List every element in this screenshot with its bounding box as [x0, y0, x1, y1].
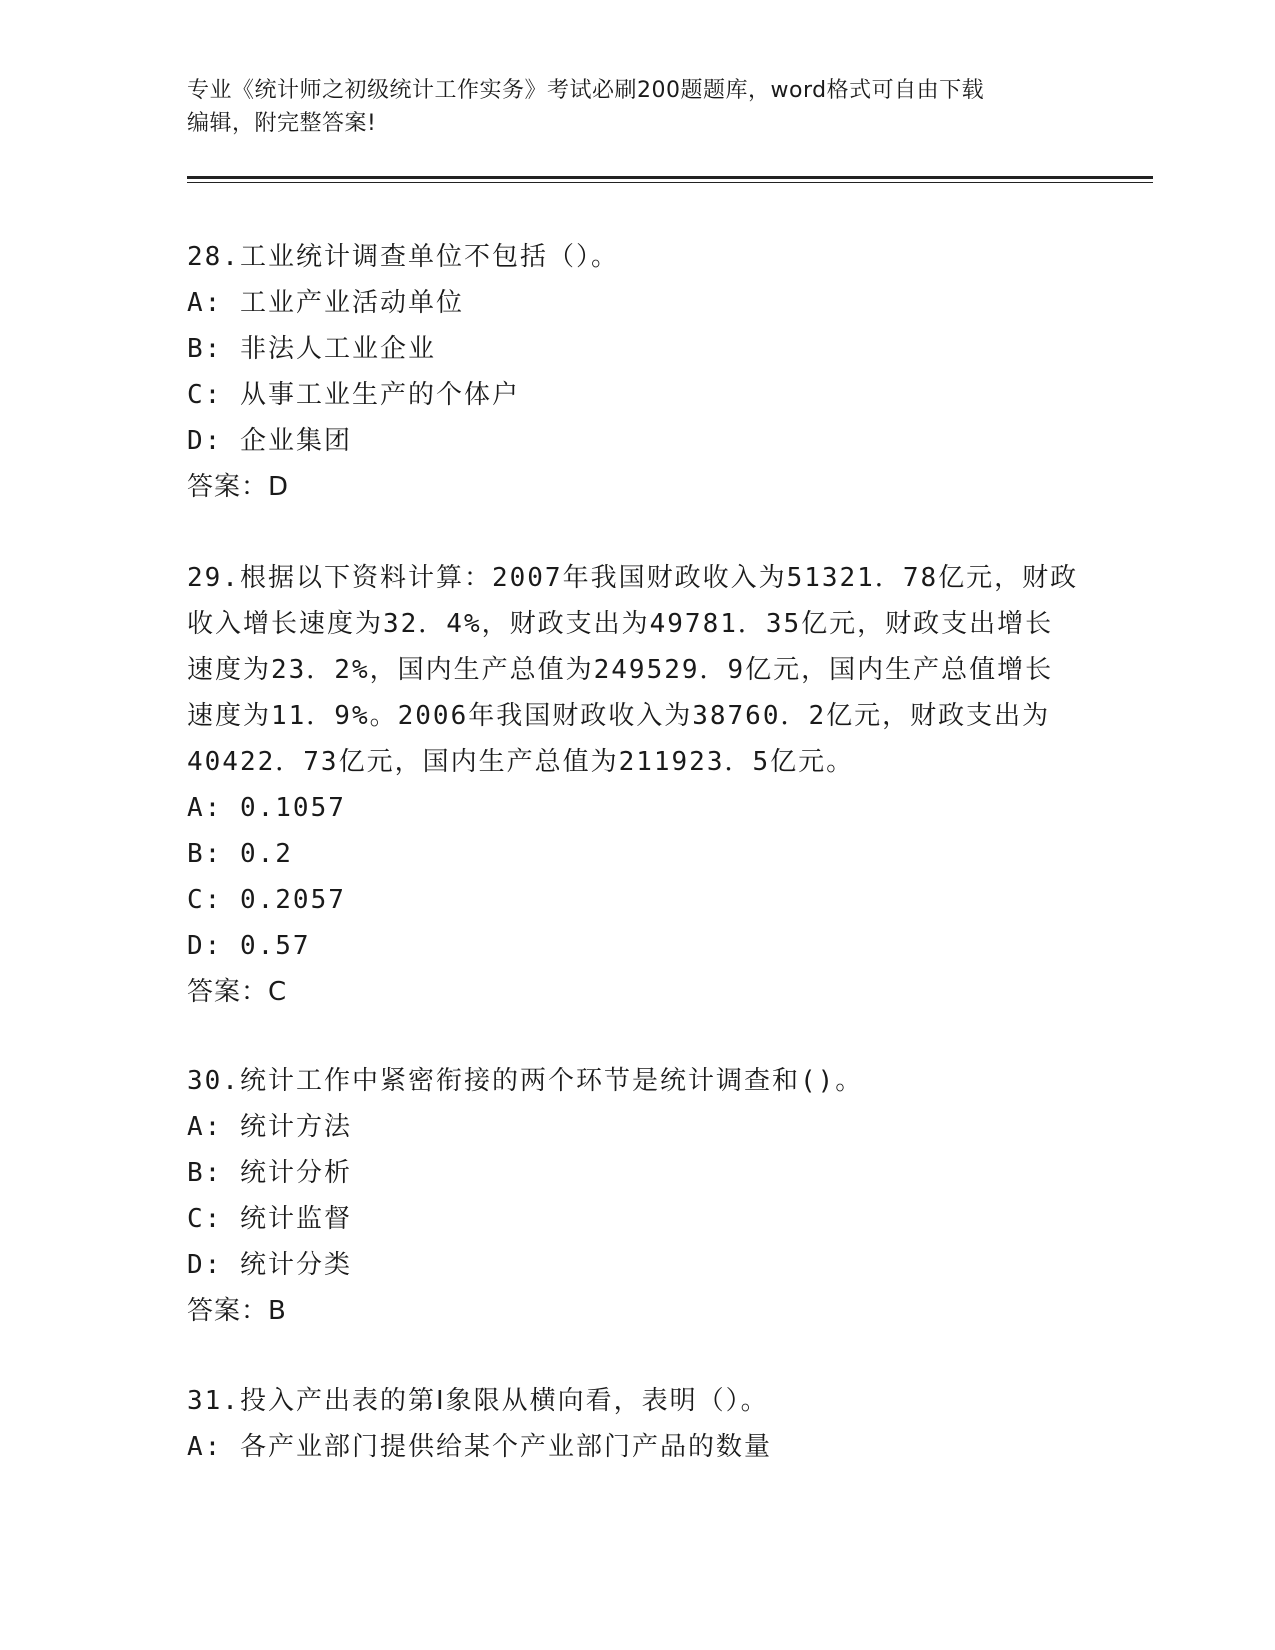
header-line-2: 编辑，附完整答案! [187, 111, 377, 136]
option-c: C: 从事工业生产的个体户 [187, 380, 520, 410]
option-a: A: 统计方法 [187, 1112, 352, 1142]
question-stem-line: 速度为11．9%。2006年我国财政收入为38760．2亿元，财政支出为 [187, 701, 1051, 731]
question-31 [187, 1378, 1087, 1470]
option-b: B: 统计分析 [187, 1158, 352, 1188]
option-a: A: 各产业部门提供给某个产业部门产品的数量 [187, 1432, 772, 1462]
question-29 [187, 555, 1087, 1015]
option-a: A: 0.1057 [187, 793, 346, 823]
header-line-1: 专业《统计师之初级统计工作实务》考试必刷200题题库，word格式可自由下载 [187, 78, 985, 103]
option-b: B: 0.2 [187, 839, 293, 869]
question-stem-line: 收入增长速度为32．4%，财政支出为49781．35亿元，财政支出增长 [187, 609, 1054, 639]
question-28 [187, 234, 1087, 510]
question-stem-line: 40422．73亿元，国内生产总值为211923．5亿元。 [187, 747, 855, 777]
option-d: D: 统计分类 [187, 1250, 352, 1280]
option-c: C: 0.2057 [187, 885, 346, 915]
option-c: C: 统计监督 [187, 1204, 352, 1234]
question-stem: 30.统计工作中紧密衔接的两个环节是统计调查和()。 [187, 1066, 864, 1096]
option-b: B: 非法人工业企业 [187, 334, 436, 364]
answer: 答案：B [187, 1296, 287, 1326]
question-stem: 28.工业统计调查单位不包括（）。 [187, 242, 619, 272]
question-stem-line: 速度为23．2%，国内生产总值为249529．9亿元，国内生产总值增长 [187, 655, 1054, 685]
option-d: D: 0.57 [187, 931, 311, 961]
question-stem: 31.投入产出表的第Ⅰ象限从横向看，表明（）。 [187, 1386, 769, 1416]
header-divider-thick [187, 176, 1153, 179]
question-30 [187, 1058, 1087, 1334]
document-header [187, 74, 1087, 140]
header-divider-thin [187, 182, 1153, 183]
option-d: D: 企业集团 [187, 426, 352, 456]
question-stem-line: 29.根据以下资料计算：2007年我国财政收入为51321．78亿元，财政 [187, 563, 1079, 593]
option-a: A: 工业产业活动单位 [187, 288, 464, 318]
answer: 答案：D [187, 472, 290, 502]
answer: 答案：C [187, 977, 288, 1007]
